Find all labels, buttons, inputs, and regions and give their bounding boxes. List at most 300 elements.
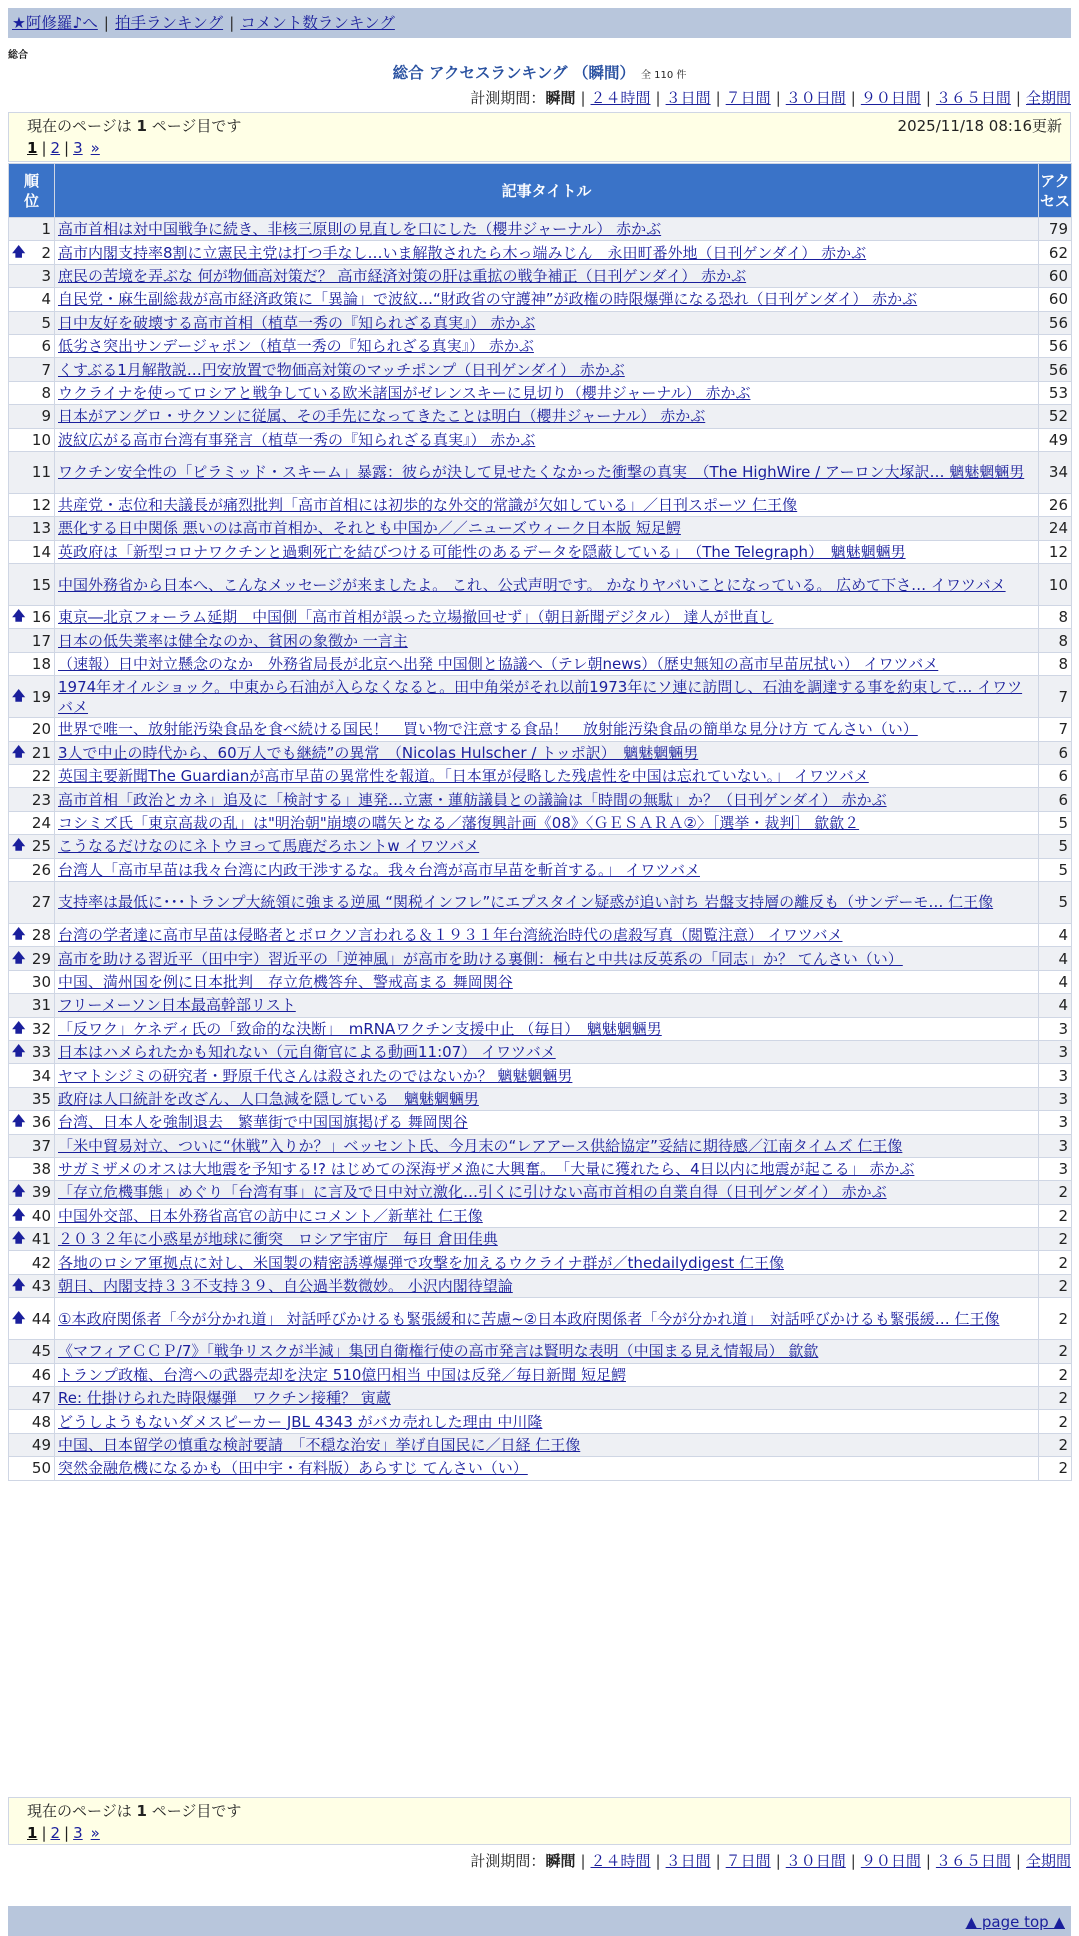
table-row [9, 381, 1072, 404]
rank-up-arrow-icon: 🡅 [12, 1310, 26, 1326]
article-link[interactable]: サガミザメのオスは大地震を予知する!? はじめての深海ザメ漁に大興奮。 「大量に獲れたら、4日以内に地震が起こる」 赤かぶ [58, 1160, 915, 1179]
title-cell [55, 947, 1039, 970]
period-separator: | [655, 89, 661, 107]
article-link[interactable]: 中国外務省から日本へ、こんなメッセージが来ましたよ。 これ、公式声明です。 かなりヤバいことになっている。 広めて下さ… イワツバメ [58, 575, 1006, 594]
title-cell [55, 311, 1039, 334]
rank-number: 28 [31, 926, 51, 945]
pager-next-link[interactable]: » [90, 1824, 100, 1842]
rank-number: 9 [41, 407, 51, 426]
table-row [9, 358, 1072, 381]
rank-number: 18 [31, 655, 51, 674]
access-count: 6 [1039, 765, 1072, 788]
period-selector-bottom [470, 1850, 1071, 1871]
pager-separator: | [41, 1824, 47, 1842]
rank-number: 26 [31, 860, 51, 879]
title-cell [55, 540, 1039, 563]
access-count: 2 [1039, 1228, 1072, 1251]
pager-top [27, 137, 1062, 159]
access-count: 3 [1039, 1040, 1072, 1063]
access-count: 2 [1039, 1298, 1072, 1340]
period-link[interactable]: ３日間 [665, 89, 711, 107]
access-count: 8 [1039, 606, 1072, 629]
period-separator: | [655, 1852, 661, 1870]
article-link[interactable]: 低劣さ突出サンデージャポン（植草一秀の『知られざる真実』） 赤かぶ [58, 337, 534, 356]
title-cell [55, 606, 1039, 629]
pager-page-link[interactable]: 2 [50, 1824, 61, 1842]
rank-cell [9, 381, 55, 404]
access-count: 5 [1039, 858, 1072, 881]
rank-up-arrow-icon: 🡅 [12, 1207, 26, 1223]
period-selector-top [470, 87, 1071, 108]
rank-cell [9, 405, 55, 428]
title-cell [55, 835, 1039, 858]
rank-number: 40 [31, 1206, 51, 1225]
article-link[interactable]: こうなるだけなのにネトウヨって馬鹿だろホントw イワツバメ [58, 837, 480, 856]
title-header: 記事タイトル [55, 164, 1039, 218]
rank-number: 37 [31, 1136, 51, 1155]
rank-cell [9, 606, 55, 629]
article-link[interactable]: 自民党・麻生副総裁が高市経済政策に「異論」で波紋…“財政省の守護神”が政権の時限爆弾になる恐れ（日刊ゲンダイ） 赤かぶ [58, 290, 918, 309]
access-count: 79 [1039, 218, 1072, 241]
title-cell [55, 264, 1039, 287]
rank-number: 22 [31, 767, 51, 786]
rank-number: 48 [31, 1412, 51, 1431]
article-link[interactable]: 波紋広がる高市台湾有事発言（植草一秀の『知られざる真実』） 赤かぶ [58, 430, 536, 449]
article-link[interactable]: 共産党・志位和夫議長が痛烈批判「高市首相には初歩的な外交的常識が欠如している」／日刊スポーツ 仁王像 [58, 496, 798, 515]
rank-cell [9, 923, 55, 946]
article-link[interactable]: 台湾、日本人を強制退去 繁華街で中国国旗掲げる 舞岡関谷 [58, 1113, 468, 1132]
title-cell [55, 652, 1039, 675]
table-row [9, 994, 1072, 1017]
article-link[interactable]: どうしようもないダメスピーカー JBL 4343 がバカ売れした理由 中川隆 [58, 1412, 543, 1431]
period-link[interactable]: ２４時間 [590, 89, 651, 107]
pager-bottom [27, 1822, 1062, 1844]
title-cell [55, 1363, 1039, 1386]
bottom-bar [8, 1906, 1071, 1936]
access-count: 5 [1039, 811, 1072, 834]
article-link[interactable]: 台湾の学者達に高市早苗は侵略者とボロクソ言われる＆１９３１年台湾統治時代の虐殺写真（閲覧注意） イワツバメ [58, 926, 843, 945]
rank-cell [9, 788, 55, 811]
table-row [9, 1087, 1072, 1110]
article-link[interactable]: 中国外交部、日本外務省高官の訪中にコメント／新華社 仁王像 [58, 1206, 483, 1225]
table-row [9, 881, 1072, 923]
article-link[interactable]: 世界で唯一、放射能汚染食品を食べ続ける国民！ 買い物で注意する食品！ 放射能汚染食品の簡単な見分け方 てんさい（い） [58, 720, 918, 739]
title-cell [55, 811, 1039, 834]
table-row [9, 1298, 1072, 1340]
title-cell [55, 676, 1039, 718]
article-link[interactable]: 高市首相「政治とカネ」追及に「検討する」連発…立憲・蓮舫議員との議論は「時間の無駄」か？（日刊ゲンダイ） 赤かぶ [58, 790, 887, 809]
table-row [9, 1457, 1072, 1480]
title-cell [55, 1040, 1039, 1063]
rank-cell [9, 835, 55, 858]
rank-number: 5 [41, 313, 51, 332]
period-separator: | [925, 1852, 931, 1870]
table-row [9, 451, 1072, 493]
pager-next-link[interactable]: » [90, 139, 100, 157]
table-row [9, 1228, 1072, 1251]
pager-separator: | [64, 139, 70, 157]
title-cell [55, 1017, 1039, 1040]
article-link[interactable]: 3人で中止の時代から、60万人でも継続”の異常 （Nicolas Hulscher / トッポ訳） 魑魅魍魎男 [58, 743, 699, 762]
pager-page-link[interactable]: 1 [27, 1824, 38, 1842]
title-cell [55, 405, 1039, 428]
rank-number: 35 [31, 1089, 51, 1108]
rank-number: 6 [41, 337, 51, 356]
rank-number: 1 [41, 220, 51, 239]
access-count: 53 [1039, 381, 1072, 404]
table-row [9, 288, 1072, 311]
ranking-table [8, 163, 1072, 1481]
title-cell [55, 1134, 1039, 1157]
rank-number: 17 [31, 631, 51, 650]
title-cell [55, 970, 1039, 993]
clap-ranking-link[interactable]: 拍手ランキング [115, 14, 224, 32]
article-link[interactable]: 日中友好を破壊する高市首相（植草一秀の『知られざる真実』） 赤かぶ [58, 313, 536, 332]
table-row [9, 923, 1072, 946]
top-nav-bar [8, 8, 1071, 38]
access-count: 56 [1039, 311, 1072, 334]
access-count: 5 [1039, 881, 1072, 923]
title-cell [55, 1340, 1039, 1363]
title-cell [55, 381, 1039, 404]
article-link[interactable]: （速報）日中対立懸念のなか 外務省局長が北京へ出発 中国側と協議へ（テレ朝news）（歴史無知の高市早苗尻拭い） イワツバメ [58, 655, 939, 674]
rank-cell [9, 1387, 55, 1410]
access-count: 2 [1039, 1204, 1072, 1227]
rank-number: 4 [41, 290, 51, 309]
article-link[interactable]: 「反ワク」ケネディ氏の「致命的な決断」 mRNAワクチン支援中止 （毎日） 魑魅魍魎男 [58, 1019, 662, 1038]
rank-cell [9, 1064, 55, 1087]
access-count: 3 [1039, 1064, 1072, 1087]
period-link[interactable]: ７日間 [725, 1852, 771, 1870]
access-count: 49 [1039, 428, 1072, 451]
article-link[interactable]: 英国主要新聞The Guardianが高市早苗の異常性を報道。「日本軍が侵略した残虐性を中国は忘れていない。」 イワツバメ [58, 767, 869, 786]
access-count: 2 [1039, 1457, 1072, 1480]
rank-up-arrow-icon: 🡅 [12, 950, 26, 966]
article-link[interactable]: ヤマトシジミの研究者・野原千代さんは殺されたのではないか？ 魑魅魍魎男 [58, 1066, 573, 1085]
rank-cell [9, 1340, 55, 1363]
title-cell [55, 994, 1039, 1017]
rank-number: 27 [31, 893, 51, 912]
rank-cell [9, 517, 55, 540]
table-row [9, 741, 1072, 764]
comment-ranking-link[interactable]: コメント数ランキング [240, 14, 395, 32]
period-separator: | [775, 1852, 781, 1870]
rank-cell [9, 264, 55, 287]
access-count: 60 [1039, 288, 1072, 311]
period-separator: | [925, 89, 931, 107]
rank-cell [9, 428, 55, 451]
title-cell [55, 629, 1039, 652]
rank-cell [9, 1017, 55, 1040]
rank-cell [9, 676, 55, 718]
access-count: 8 [1039, 652, 1072, 675]
table-row [9, 1157, 1072, 1180]
article-link[interactable]: 悪化する日中関係 悪いのは高市首相か、それとも中国か／／ニューズウィーク日本版 短足鰐 [58, 519, 681, 538]
table-row [9, 811, 1072, 834]
access-count: 3 [1039, 1017, 1072, 1040]
article-link[interactable]: 東京―北京フォーラム延期 中国側「高市首相が誤った立場撤回せず」（朝日新聞デジタル） 達人が世直し [58, 608, 774, 627]
title-cell [55, 1410, 1039, 1433]
rank-up-arrow-icon: 🡅 [12, 744, 26, 760]
access-count: 2 [1039, 1251, 1072, 1274]
title-cell [55, 564, 1039, 606]
rank-up-arrow-icon: 🡅 [12, 1278, 26, 1294]
table-row [9, 1433, 1072, 1456]
article-link[interactable]: 朝日、内閣支持３３不支持３９、自公過半数微妙。 小沢内閣待望論 [58, 1277, 513, 1296]
article-link[interactable]: コシミズ氏「東京高裁の乱」は"明治朝"崩壊の嚆矢となる／藩復興計画《08》〈ＧＥＳＡＲＡ②〉［選挙・裁判］ 歙歙２ [58, 814, 860, 832]
table-row [9, 1204, 1072, 1227]
home-link[interactable]: ★阿修羅♪へ [12, 14, 98, 32]
table-row [9, 1251, 1072, 1274]
rank-number: 11 [31, 463, 51, 482]
article-link[interactable]: 高市内閣支持率8割に立憲民主党は打つ手なし…いま解散されたら木っ端みじん 永田町番外地（日刊ゲンダイ） 赤かぶ [58, 243, 867, 262]
pager-page-link[interactable]: 3 [73, 1824, 83, 1842]
table-row [9, 835, 1072, 858]
rank-cell [9, 218, 55, 241]
access-count: 3 [1039, 1087, 1072, 1110]
table-row [9, 1040, 1072, 1063]
table-row [9, 1363, 1072, 1386]
table-row [9, 1181, 1072, 1204]
rank-number: 45 [31, 1342, 51, 1361]
page-title [0, 61, 1079, 83]
rank-cell [9, 1433, 55, 1456]
total-count: 全 110 件 [640, 70, 687, 81]
article-link[interactable]: 高市首相は対中国戦争に続き、非核三原則の見直しを口にした（櫻井ジャーナル） 赤かぶ [58, 220, 662, 239]
access-header: アクセス [1039, 164, 1072, 218]
table-row [9, 493, 1072, 516]
rank-number: 2 [41, 243, 51, 262]
period-link[interactable]: ９０日間 [860, 1852, 921, 1870]
title-cell [55, 358, 1039, 381]
period-link[interactable]: ７日間 [725, 89, 771, 107]
article-link[interactable]: ウクライナを使ってロシアと戦争している欧米諸国がゼレンスキーに見切り（櫻井ジャーナル） 赤かぶ [58, 383, 751, 402]
pager-separator: | [64, 1824, 70, 1842]
article-link[interactable]: 台湾人「高市早苗は我々台湾に内政干渉するな。我々台湾が高市早苗を斬首する。」 イワツバメ [58, 860, 700, 879]
article-link[interactable]: 日本の低失業率は健全なのか、貧困の象徴か 一言主 [58, 631, 408, 650]
table-row [9, 311, 1072, 334]
article-link[interactable]: 支持率は最低に･･･トランプ大統領に強まる逆風 “関税インフレ”にエプスタイン疑惑が追い討ち 岩盤支持層の離反も（サンデーモ… 仁王像 [58, 893, 994, 912]
title-cell [55, 1228, 1039, 1251]
rank-number: 15 [31, 575, 51, 594]
rank-number: 33 [31, 1043, 51, 1062]
period-separator: | [1015, 1852, 1021, 1870]
pager-page-link[interactable]: 2 [50, 139, 61, 157]
access-count: 62 [1039, 241, 1072, 264]
period-link[interactable]: ３６５日間 [935, 1852, 1011, 1870]
title-cell [55, 881, 1039, 923]
rank-cell [9, 1274, 55, 1297]
table-row [9, 947, 1072, 970]
period-current: 瞬間 [545, 89, 576, 107]
title-cell [55, 241, 1039, 264]
access-count: 5 [1039, 835, 1072, 858]
pager-page-link[interactable]: 3 [73, 139, 83, 157]
access-count: 4 [1039, 923, 1072, 946]
title-cell [55, 1274, 1039, 1297]
period-link[interactable]: 全期間 [1025, 89, 1071, 107]
rank-cell [9, 629, 55, 652]
rank-cell [9, 1181, 55, 1204]
table-row [9, 517, 1072, 540]
rank-number: 39 [31, 1183, 51, 1202]
period-link[interactable]: ３６５日間 [935, 89, 1011, 107]
title-cell [55, 788, 1039, 811]
rank-number: 20 [31, 720, 51, 739]
access-count: 4 [1039, 947, 1072, 970]
access-count: 10 [1039, 564, 1072, 606]
access-count: 3 [1039, 1111, 1072, 1134]
article-link[interactable]: 日本はハメられたかも知れない（元自衛官による動画11:07） イワツバメ [58, 1043, 556, 1062]
access-count: 26 [1039, 493, 1072, 516]
rank-up-arrow-icon: 🡅 [12, 1044, 26, 1060]
access-count: 2 [1039, 1181, 1072, 1204]
article-link[interactable]: フリーメーソン日本最高幹部リスト [58, 996, 296, 1015]
table-row [9, 1410, 1072, 1433]
rank-number: 13 [31, 519, 51, 538]
period-link[interactable]: ２４時間 [590, 1852, 651, 1870]
rank-cell [9, 241, 55, 264]
title-cell [55, 1157, 1039, 1180]
access-count: 6 [1039, 741, 1072, 764]
title-cell [55, 765, 1039, 788]
article-link[interactable]: トランプ政権、台湾への武器売却を決定 510億円相当 中国は反発／毎日新聞 短足鰐 [58, 1365, 626, 1384]
article-link[interactable]: 英政府は「新型コロナワクチンと過剰死亡を結びつける可能性のあるデータを隠蔽している」 （The Telegraph） 魑魅魍魎男 [58, 542, 906, 561]
period-separator: | [775, 89, 781, 107]
rank-up-arrow-icon: 🡅 [12, 927, 26, 943]
title-cell [55, 923, 1039, 946]
rank-cell [9, 311, 55, 334]
table-row [9, 1340, 1072, 1363]
rank-cell [9, 811, 55, 834]
rank-cell [9, 1363, 55, 1386]
table-row [9, 718, 1072, 741]
rank-cell [9, 881, 55, 923]
article-link[interactable]: ①本政府関係者「今が分かれ道」 対話呼びかけるも緊張緩和に苦慮~②日本政府関係者「今が分かれ道」 対話呼びかけるも緊張緩… 仁王像 [58, 1309, 1000, 1328]
rank-number: 44 [31, 1309, 51, 1328]
table-row [9, 858, 1072, 881]
rank-cell [9, 1087, 55, 1110]
rank-up-arrow-icon: 🡅 [12, 1020, 26, 1036]
article-link[interactable]: 日本がアングロ・サクソンに従属、その手先になってきたことは明白（櫻井ジャーナル） 赤かぶ [58, 407, 706, 426]
article-link[interactable]: 中国、満州国を例に日本批判 存立危機答弁、警戒高まる 舞岡関谷 [58, 972, 513, 991]
article-link[interactable]: 高市を助ける習近平（田中宇）習近平の「逆神風」が高市を助ける裏側：極右と中共は反英系の「同志」か？ てんさい（い） [58, 949, 903, 968]
rank-header: 順位 [9, 164, 55, 218]
article-link[interactable]: 「存立危機事態」めぐり「台湾有事」に言及で日中対立激化…引くに引けない高市首相の自業自得（日刊ゲンダイ） 赤かぶ [58, 1183, 887, 1202]
rank-number: 12 [31, 496, 51, 515]
rank-number: 16 [31, 608, 51, 627]
table-row [9, 788, 1072, 811]
access-count: 56 [1039, 358, 1072, 381]
period-link[interactable]: ３０日間 [785, 1852, 846, 1870]
title-cell [55, 517, 1039, 540]
rank-cell [9, 1410, 55, 1433]
rank-number: 46 [31, 1365, 51, 1384]
table-row [9, 676, 1072, 718]
article-link[interactable]: くすぶる1月解散説…円安放置で物価高対策のマッチポンプ（日刊ゲンダイ） 赤かぶ [58, 360, 625, 379]
table-row [9, 1064, 1072, 1087]
title-cell [55, 334, 1039, 357]
table-row [9, 629, 1072, 652]
rank-number: 43 [31, 1277, 51, 1296]
table-row [9, 1387, 1072, 1410]
access-count: 24 [1039, 517, 1072, 540]
table-row [9, 606, 1072, 629]
rank-number: 41 [31, 1230, 51, 1249]
article-link[interactable]: 《マフィアＣＣＰ/7》「戦争リスクが半減」集団自衛権行使の高市発言は賢明な表明（中国まる見え情報局） 歙歙 [58, 1342, 819, 1361]
rank-cell [9, 1457, 55, 1480]
table-row [9, 1274, 1072, 1297]
title-cell [55, 1251, 1039, 1274]
period-separator: | [850, 89, 856, 107]
rank-up-arrow-icon: 🡅 [12, 1114, 26, 1130]
rank-number: 7 [41, 360, 51, 379]
period-link[interactable]: ３０日間 [785, 89, 846, 107]
rank-up-arrow-icon: 🡅 [12, 1184, 26, 1200]
rank-number: 29 [31, 949, 51, 968]
article-link[interactable]: 庶民の苦境を弄ぶな 何が物価高対策だ？ 高市経済対策の肝は重拡の戦争補正（日刊ゲンダイ） 赤かぶ [58, 266, 747, 285]
rank-cell [9, 358, 55, 381]
access-count: 6 [1039, 788, 1072, 811]
rank-number: 30 [31, 972, 51, 991]
pager-page-link[interactable]: 1 [27, 139, 38, 157]
page-top-link[interactable]: ▲ page top ▲ [965, 1913, 1065, 1931]
title-cell [55, 1064, 1039, 1087]
period-link[interactable]: 全期間 [1025, 1852, 1071, 1870]
ranking-title: 総合 アクセスランキング （瞬間） [392, 64, 635, 82]
title-cell [55, 741, 1039, 764]
nav-separator: | [103, 14, 110, 32]
period-link[interactable]: ３日間 [665, 1852, 711, 1870]
period-separator: | [715, 1852, 721, 1870]
title-cell [55, 1181, 1039, 1204]
article-link[interactable]: 政府は人口統計を改ざん、人口急減を隠している 魑魅魍魎男 [58, 1089, 479, 1108]
title-cell [55, 428, 1039, 451]
rank-cell [9, 1134, 55, 1157]
table-row [9, 652, 1072, 675]
article-link[interactable]: ２０３２年に小惑星が地球に衝突 ロシア宇宙庁 毎日 倉田佳典 [58, 1230, 498, 1249]
article-link[interactable]: 突然金融危機になるかも（田中宇・有料版）あらすじ てんさい（い） [58, 1459, 528, 1478]
rank-cell [9, 765, 55, 788]
rank-number: 38 [31, 1160, 51, 1179]
table-row [9, 970, 1072, 993]
table-row [9, 241, 1072, 264]
article-link[interactable]: 中国、日本留学の慎重な検討要請 「不穏な治安」挙げ自国民に／日経 仁王像 [58, 1435, 581, 1454]
article-link[interactable]: 各地のロシア軍拠点に対し、米国製の精密誘導爆弾で攻撃を加えるウクライナ群が／thedailydigest 仁王像 [58, 1253, 784, 1272]
title-cell [55, 1204, 1039, 1227]
article-link[interactable]: ワクチン安全性の「ピラミッド・スキーム」暴露：彼らが決して見せたくなかった衝撃の真実 （The HighWire / アーロン大塚訳… 魑魅魍魎男 [58, 463, 1025, 482]
period-label: 計測期間： [470, 1852, 546, 1870]
rank-cell [9, 1157, 55, 1180]
table-row [9, 264, 1072, 287]
access-count: 56 [1039, 334, 1072, 357]
rank-cell [9, 718, 55, 741]
table-row [9, 405, 1072, 428]
rank-cell [9, 451, 55, 493]
article-link[interactable]: 「米中貿易対立、ついに“休戦”入りか？」ベッセント氏、今月末の“レアアース供給協定”妥結に期待感／江南タイムズ 仁王像 [58, 1136, 903, 1155]
title-cell [55, 718, 1039, 741]
access-count: 7 [1039, 718, 1072, 741]
article-link[interactable]: Re: 仕掛けられた時限爆弾 ワクチン接種？ 寅蔵 [58, 1389, 391, 1408]
article-link[interactable]: 1974年オイルショック。中東から石油が入らなくなると。田中角栄がそれ以前1973年にソ連に訪問し、石油を調達する事を約束して… イワツバメ [58, 677, 1023, 716]
title-cell [55, 1111, 1039, 1134]
rank-up-arrow-icon: 🡅 [12, 609, 26, 625]
rank-number: 25 [31, 837, 51, 856]
period-link[interactable]: ９０日間 [860, 89, 921, 107]
access-count: 34 [1039, 451, 1072, 493]
rank-up-arrow-icon: 🡅 [12, 1231, 26, 1247]
rank-up-arrow-icon: 🡅 [12, 244, 26, 260]
